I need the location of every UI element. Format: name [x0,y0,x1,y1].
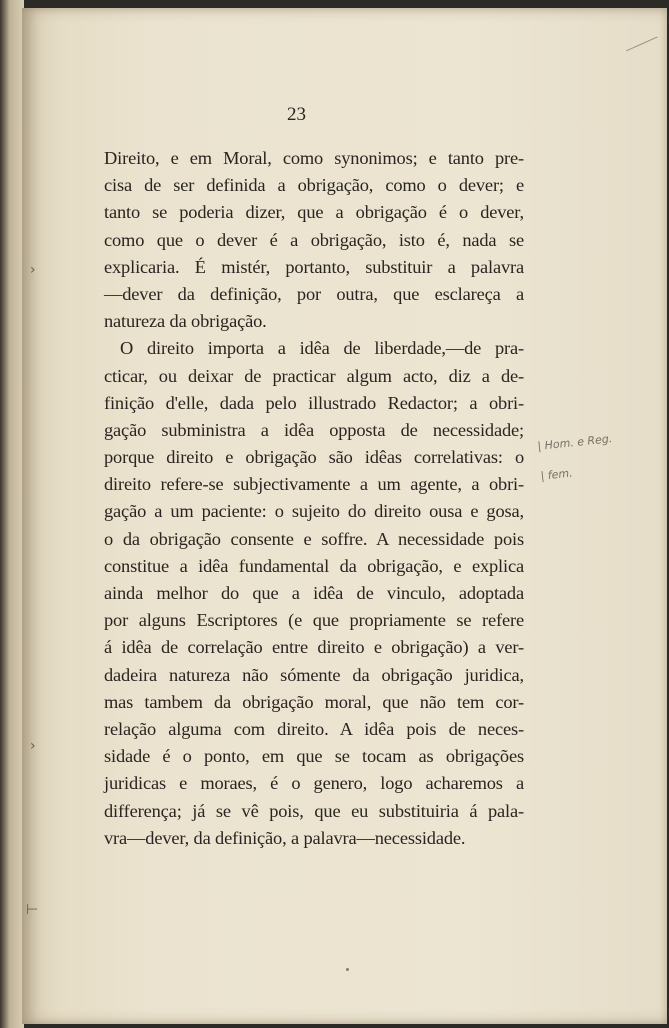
text-line: como que o dever é a obrigação, isto é, nada se [104,229,524,250]
text-line: cticar, ou deixar de practicar algum acto, diz a de- [104,365,524,386]
text-line: Direito, e em Moral, como synonimos; e tanto pre- [104,148,524,168]
text-line: differença; já se vê pois, que eu substituiria á pala- [104,800,524,821]
text-line: constitue a idêa fundamental da obrigação, e explica [104,555,524,576]
text-line: relação alguma com direito. A idêa pois de neces- [104,718,524,739]
margin-tick-icon: ⊢ [26,902,39,918]
text-line: sidade é o ponto, em que se tocam as obrigações [104,746,524,767]
text-line: ainda melhor do que a idêa de vinculo, adoptada [104,583,524,603]
text-line: vra—dever, da definição, a palavra—necessidade. [104,827,466,848]
handwritten-marginalia [536,424,617,492]
text-line: explicaria. É mistér, portanto, substituir a palavra [104,256,524,277]
margin-tick-icon: › [30,738,36,754]
marginalia-line: | fem. [539,466,574,483]
marginalia-line: | Hom. e Reg. [536,432,613,453]
text-line: dadeira natureza não sómente da obrigação juridica, [104,664,524,685]
text-line: natureza da obrigação. [104,311,267,332]
text-line: cisa de ser definida a obrigação, como o dever; e [104,175,524,196]
text-line: por alguns Escriptores (e que propriamente se refere [104,610,524,631]
text-line: porque direito e obrigação são idêas correlativas: o [104,447,524,468]
speck [346,968,349,971]
text-line: gação subministra a idêa opposta de necessidade; [104,419,524,440]
book-binding-edge [0,0,24,1028]
text-line: mas tambem da obrigação moral, que não tem cor- [104,691,524,712]
text-line: O direito importa a idêa de liberdade,—de pra- [120,338,524,359]
text-line: o da obrigação consente e soffre. A necessidade pois [104,528,524,549]
text-line: direito refere-se subjectivamente a um agente, a obri- [104,474,524,495]
text-line: —dever da definição, por outra, que esclareça a [104,283,524,304]
text-line: finição d'elle, dada pelo illustrado Redactor; a obri- [104,392,524,413]
page-number: 23 [287,104,306,125]
text-line: tanto se poderia dizer, que a obrigação é o dever, [104,202,524,223]
text-line: juridicas e moraes, é o genero, logo acharemos a [104,773,524,794]
text-line: á idêa de correlação entre direito e obrigação) a ver- [104,637,524,658]
margin-tick-icon: › [30,262,36,278]
body-text [104,145,524,852]
text-line: gação a um paciente: o sujeito do direito ousa e gosa, [104,501,524,522]
pencil-mark [620,24,657,52]
